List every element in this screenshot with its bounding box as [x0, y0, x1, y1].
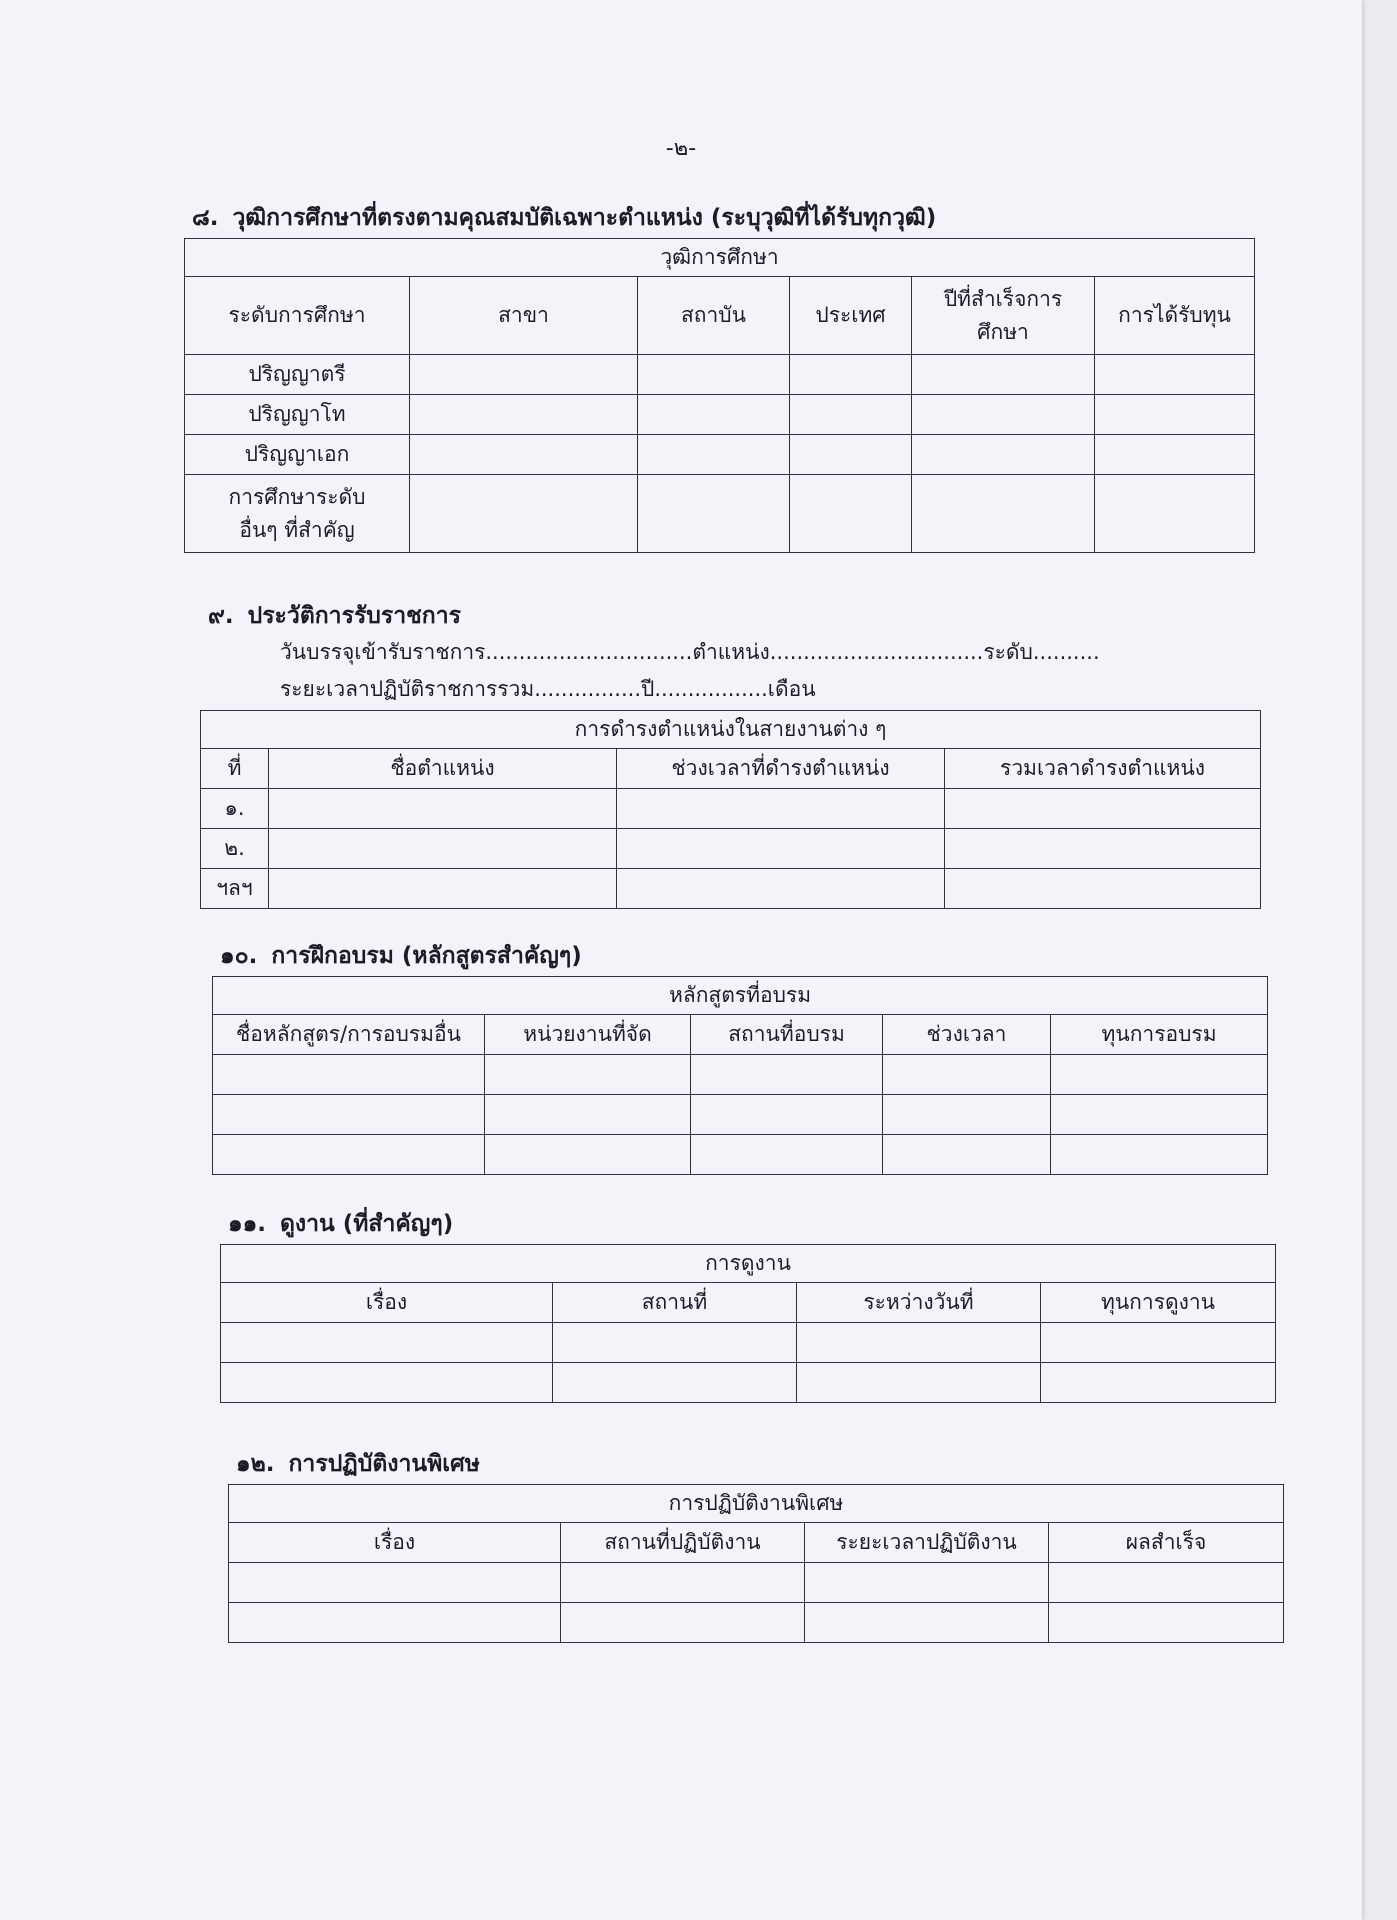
column-header: เรื่อง: [229, 1523, 561, 1563]
training-table: [212, 976, 1268, 1175]
table-cell[interactable]: [805, 1603, 1049, 1643]
table-cell[interactable]: [945, 789, 1261, 829]
table-cell[interactable]: [269, 869, 617, 909]
column-header: เรื่อง: [221, 1283, 553, 1323]
table-cell[interactable]: [561, 1603, 805, 1643]
column-header: สถานที่ปฏิบัติงาน: [561, 1523, 805, 1563]
row-label: ปริญญาเอก: [185, 435, 410, 475]
table-cell[interactable]: [213, 1055, 485, 1095]
table-cell[interactable]: [269, 789, 617, 829]
table-cell[interactable]: [790, 355, 912, 395]
table-row: [213, 1135, 1268, 1175]
section-title: [220, 938, 1267, 974]
section-title: [208, 598, 1260, 634]
table-cell[interactable]: [553, 1323, 797, 1363]
positions-table: [200, 710, 1261, 909]
table-cell[interactable]: [945, 869, 1261, 909]
section-number: ๙.: [208, 603, 234, 629]
special-work-table: [228, 1484, 1284, 1643]
row-label: ๒.: [201, 829, 269, 869]
section-heading: การปฏิบัติงานพิเศษ: [288, 1451, 480, 1477]
table-cell[interactable]: [410, 475, 638, 553]
table-cell[interactable]: [912, 435, 1095, 475]
column-header: สถานที่อบรม: [691, 1015, 883, 1055]
section-heading: ประวัติการรับราชการ: [247, 603, 461, 629]
column-header: รวมเวลาดำรงตำแหน่ง: [945, 749, 1261, 789]
table-cell[interactable]: [912, 355, 1095, 395]
table-cell[interactable]: [269, 829, 617, 869]
section-study-visits: [220, 1206, 1275, 1403]
table-row: [185, 475, 1255, 553]
table-cell[interactable]: [561, 1563, 805, 1603]
section-title: [192, 200, 1254, 236]
section-number: ๑๒.: [236, 1451, 275, 1477]
table-cell[interactable]: [1095, 395, 1255, 435]
table-group-header: การปฏิบัติงานพิเศษ: [229, 1485, 1284, 1523]
section-training: [212, 938, 1267, 1175]
table-cell[interactable]: [691, 1055, 883, 1095]
table-cell[interactable]: [638, 355, 790, 395]
table-cell[interactable]: [790, 475, 912, 553]
table-row: [201, 829, 1261, 869]
table-row: [229, 1563, 1284, 1603]
table-cell[interactable]: [410, 395, 638, 435]
table-cell[interactable]: [213, 1135, 485, 1175]
table-row: [185, 435, 1255, 475]
table-cell[interactable]: [1051, 1135, 1268, 1175]
service-duration-line: ระยะเวลาปฏิบัติราชการรวม................ปี.................เดือน: [280, 677, 816, 701]
row-label: ฯลฯ: [201, 869, 269, 909]
column-header: สถาบัน: [638, 277, 790, 355]
column-header: ระยะเวลาปฏิบัติงาน: [805, 1523, 1049, 1563]
table-cell[interactable]: [410, 355, 638, 395]
table-cell[interactable]: [883, 1135, 1051, 1175]
section-service-history: [200, 598, 1260, 909]
column-header: หน่วยงานที่จัด: [485, 1015, 691, 1055]
table-cell[interactable]: [617, 829, 945, 869]
table-cell[interactable]: [485, 1135, 691, 1175]
section-title: [228, 1206, 1275, 1242]
section-number: ๑๐.: [220, 943, 258, 969]
page-number: -๒-: [665, 136, 697, 161]
column-header: ชื่อหลักสูตร/การอบรมอื่น: [213, 1015, 485, 1055]
section-number: ๑๑.: [228, 1211, 266, 1237]
column-header: ทุนการอบรม: [1051, 1015, 1268, 1055]
section-number: ๘.: [192, 205, 219, 231]
section-heading: ดูงาน (ที่สำคัญๆ): [279, 1211, 454, 1237]
table-cell[interactable]: [1095, 475, 1255, 553]
education-table: [184, 238, 1255, 553]
table-cell[interactable]: [229, 1563, 561, 1603]
table-row: [229, 1603, 1284, 1643]
column-header: ชื่อตำแหน่ง: [269, 749, 617, 789]
table-cell[interactable]: [691, 1095, 883, 1135]
table-cell[interactable]: [790, 435, 912, 475]
table-cell[interactable]: [485, 1055, 691, 1095]
row-label: ปริญญาโท: [185, 395, 410, 435]
table-group-header: การดูงาน: [221, 1245, 1276, 1283]
table-cell[interactable]: [229, 1603, 561, 1643]
table-cell[interactable]: [1049, 1563, 1284, 1603]
table-row: [213, 1095, 1268, 1135]
table-cell[interactable]: [617, 869, 945, 909]
section-heading: การฝึกอบรม (หลักสูตรสำคัญๆ): [271, 943, 582, 969]
table-cell[interactable]: [797, 1363, 1041, 1403]
table-row: [201, 789, 1261, 829]
row-label: ๑.: [201, 789, 269, 829]
table-group-header: หลักสูตรที่อบรม: [213, 977, 1268, 1015]
table-row: [221, 1323, 1276, 1363]
table-cell[interactable]: [912, 395, 1095, 435]
table-row: [213, 1055, 1268, 1095]
table-cell[interactable]: [1041, 1363, 1276, 1403]
table-cell[interactable]: [883, 1095, 1051, 1135]
table-cell[interactable]: [945, 829, 1261, 869]
column-header: สถานที่: [553, 1283, 797, 1323]
column-header: ระดับการศึกษา: [185, 277, 410, 355]
table-cell[interactable]: [553, 1363, 797, 1403]
section-heading: วุฒิการศึกษาที่ตรงตามคุณสมบัติเฉพาะตำแหน่ง (ระบุวุฒิที่ได้รับทุกวุฒิ): [232, 205, 937, 231]
table-row: [221, 1363, 1276, 1403]
column-header: ช่วงเวลาที่ดำรงตำแหน่ง: [617, 749, 945, 789]
study-visits-table: [220, 1244, 1276, 1403]
table-cell[interactable]: [912, 475, 1095, 553]
table-cell[interactable]: [638, 475, 790, 553]
column-header: สาขา: [410, 277, 638, 355]
table-group-header: วุฒิการศึกษา: [185, 239, 1255, 277]
row-label: ปริญญาตรี: [185, 355, 410, 395]
column-header: ปีที่สำเร็จการศึกษา: [912, 277, 1095, 355]
table-cell[interactable]: [883, 1055, 1051, 1095]
table-row: [185, 395, 1255, 435]
table-cell[interactable]: [1049, 1603, 1284, 1643]
column-header: การได้รับทุน: [1095, 277, 1255, 355]
table-cell[interactable]: [221, 1323, 553, 1363]
table-cell[interactable]: [1041, 1323, 1276, 1363]
table-cell[interactable]: [1051, 1095, 1268, 1135]
table-cell[interactable]: [790, 395, 912, 435]
column-header: ระหว่างวันที่: [797, 1283, 1041, 1323]
table-cell[interactable]: [213, 1095, 485, 1135]
table-cell[interactable]: [410, 435, 638, 475]
table-cell[interactable]: [805, 1563, 1049, 1603]
row-label: การศึกษาระดับอื่นๆ ที่สำคัญ: [185, 475, 410, 553]
column-header: ผลสำเร็จ: [1049, 1523, 1284, 1563]
table-cell[interactable]: [638, 395, 790, 435]
table-cell[interactable]: [1095, 435, 1255, 475]
section-title: [236, 1446, 1283, 1482]
column-header: ประเทศ: [790, 277, 912, 355]
column-header: ช่วงเวลา: [883, 1015, 1051, 1055]
table-row: [201, 869, 1261, 909]
column-header: ที่: [201, 749, 269, 789]
table-cell[interactable]: [617, 789, 945, 829]
table-cell[interactable]: [797, 1323, 1041, 1363]
column-header: ทุนการดูงาน: [1041, 1283, 1276, 1323]
table-group-header: การดำรงตำแหน่งในสายงานต่าง ๆ: [201, 711, 1261, 749]
table-row: [185, 355, 1255, 395]
table-cell[interactable]: [485, 1095, 691, 1135]
section-special-work: [228, 1446, 1283, 1643]
table-cell[interactable]: [691, 1135, 883, 1175]
table-cell[interactable]: [221, 1363, 553, 1403]
table-cell[interactable]: [1095, 355, 1255, 395]
table-cell[interactable]: [638, 435, 790, 475]
appointment-date-line: วันบรรจุเข้ารับราชการ...............................ตำแหน่ง................................ระดับ..........: [280, 640, 1100, 664]
table-cell[interactable]: [1051, 1055, 1268, 1095]
section-education: [184, 200, 1254, 553]
